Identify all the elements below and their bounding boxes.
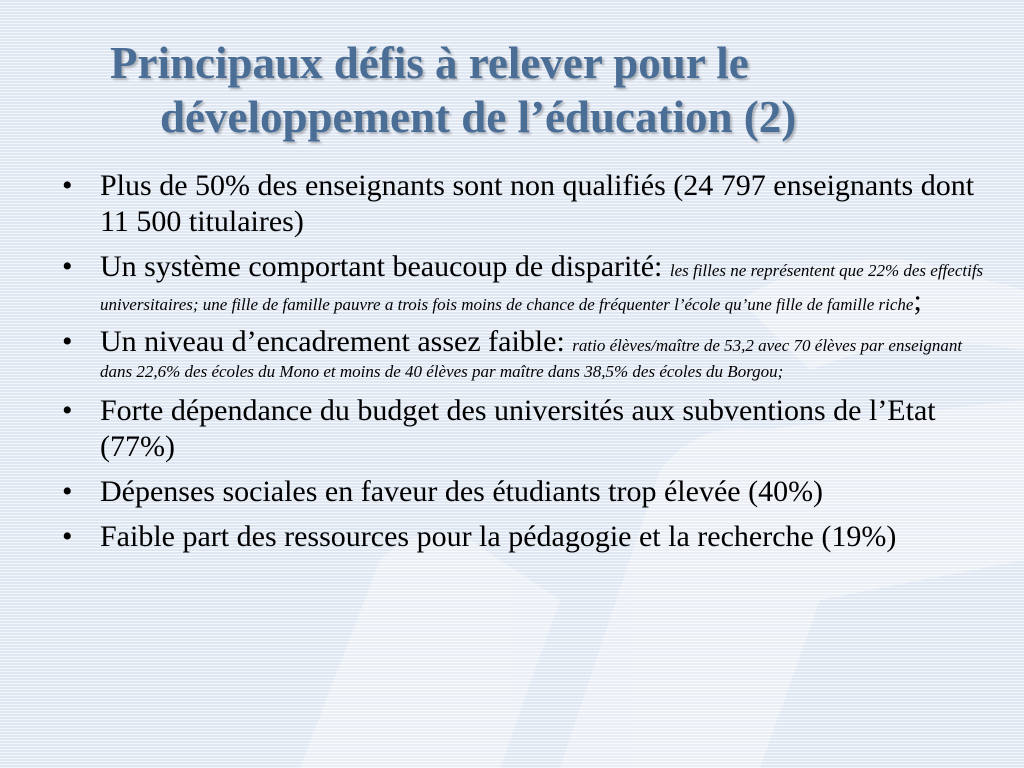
bullet-dot-icon: •	[62, 394, 73, 427]
bullet-item	[62, 249, 992, 320]
bullet-dot-icon: •	[62, 475, 73, 508]
bullet-text: Plus de 50% des enseignants sont non qualifiés (24 797 enseignants dont 11 500 titulaires)	[100, 169, 975, 238]
slide-title-line-1: Principaux défis à relever pour le	[110, 38, 749, 88]
bullet-dot-icon: •	[62, 520, 73, 553]
bullet-text: Un niveau d’encadrement assez faible:	[100, 325, 573, 358]
bullet-dot-icon: •	[62, 325, 73, 358]
bullet-text: Un système comportant beaucoup de disparité:	[100, 250, 670, 283]
bullet-dot-icon: •	[62, 250, 73, 283]
bullet-item	[62, 393, 992, 465]
bullet-text: Forte dépendance du budget des universités aux subventions de l’Etat (77%)	[100, 394, 936, 463]
bullet-item	[62, 324, 992, 384]
bullet-text: Dépenses sociales en faveur des étudiants trop élevée (40%)	[100, 475, 824, 508]
bullet-item	[62, 519, 992, 555]
bullet-dot-icon: •	[62, 169, 73, 202]
bullet-note: ratio élèves/maître de 53,2 avec 70 élèves par enseignant dans 22,6% des écoles du Mono et moins de 40 élèves par maître dans 38,5% des écoles du Borgou;	[100, 336, 963, 381]
bullet-item	[62, 168, 992, 240]
bullet-list	[62, 168, 992, 564]
bullet-item	[62, 474, 992, 510]
bullet-suffix: ;	[913, 284, 922, 317]
bullet-text: Faible part des ressources pour la pédagogie et la recherche (19%)	[100, 520, 897, 553]
bullet-note: les filles ne représentent que 22% des effectifs universitaires; une fille de famille pauvre a trois fois moins de chance de fréquenter l’école qu’une fille de famille riche	[100, 261, 984, 314]
slide-title-line-2: développement de l’éducation (2)	[160, 92, 797, 142]
slide-title	[110, 36, 990, 144]
